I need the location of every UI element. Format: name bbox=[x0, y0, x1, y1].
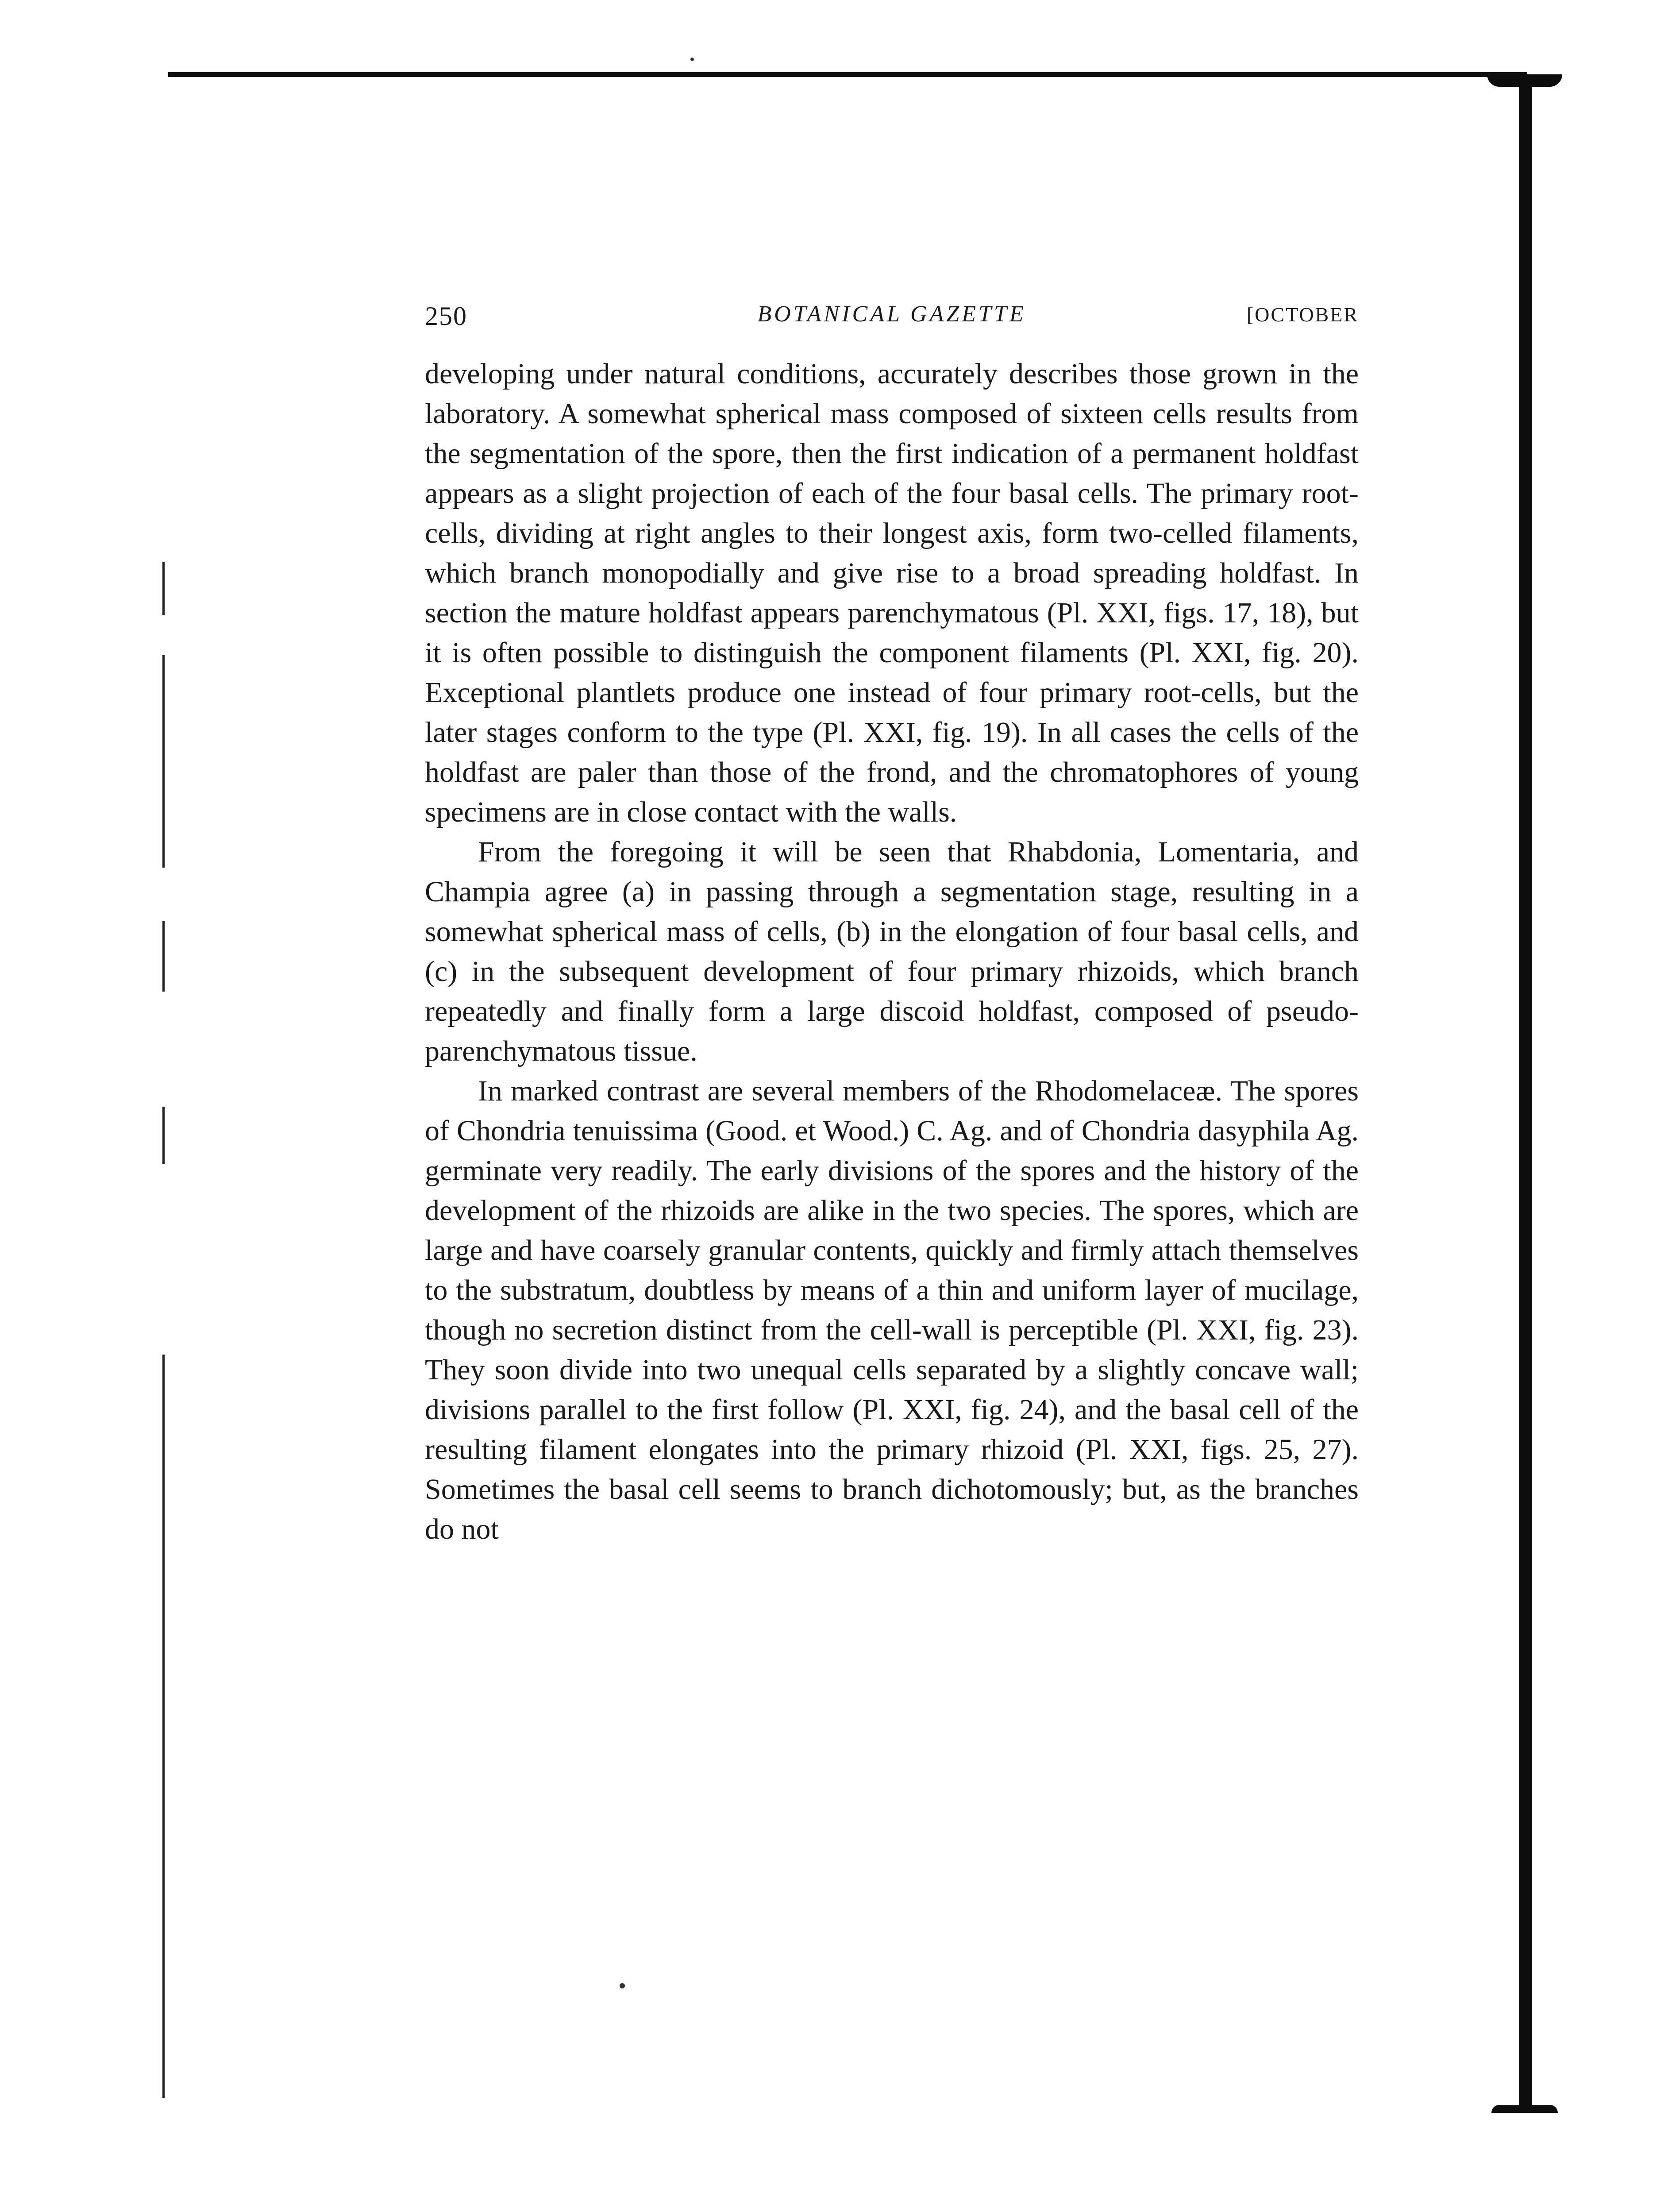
page-number: 250 bbox=[425, 301, 467, 331]
scan-binding-bar bbox=[1519, 82, 1532, 2109]
paragraph: From the foregoing it will be seen that Rhabdonia, Lomentaria, and Champia agree (a) in passing through a segmentation stage, resulting in a somewhat spherical mass of cells, (b) in the elongation of four basal cells, and (c) in the subsequent development of four primary rhizoids, which branch repeatedly and finally form a large discoid holdfast, composed of pseudo-parenchymatous tissue. bbox=[425, 836, 1359, 1067]
scan-speck bbox=[620, 1983, 625, 1988]
scan-margin-mark bbox=[162, 562, 165, 615]
scan-margin-mark bbox=[162, 921, 165, 992]
body-text bbox=[425, 354, 1359, 1549]
running-head bbox=[425, 301, 1359, 341]
paragraph: In marked contrast are several members of the Rhodomelaceæ. The spores of Chondria tenuissima (Good. et Wood.) C. Ag. and of Chondria dasyphila Ag. germinate very readily. The early divisions of the spores and the history of the development of the rhizoids are alike in the two species. The spores, which are large and have coarsely granular contents, quickly and firmly attach themselves to the substratum, doubtless by means of a thin and uniform layer of mucilage, though no secretion distinct from the cell-wall is perceptible (Pl. XXI, fig. 23). They soon divide into two unequal cells separated by a slightly concave wall; divisions parallel to the first follow (Pl. XXI, fig. 24), and the basal cell of the resulting filament elongates into the primary rhizoid (Pl. XXI, figs. 25, 27). Sometimes the basal cell seems to branch dichotomously; but, as the branches do not bbox=[425, 1075, 1359, 1545]
running-head-month: [OCTOBER bbox=[1246, 303, 1359, 326]
paragraph: developing under natural conditions, accurately describes those grown in the laboratory. A somewhat spherical mass composed of sixteen cells results from the segmentation of the spore, then the first indication of a permanent holdfast appears as a slight projection of each of the four basal cells. The primary root-cells, dividing at right angles to their longest axis, form two-celled filaments, which branch monopodially and give rise to a broad spreading holdfast. In section the mature holdfast appears parenchymatous (Pl. XXI, figs. 17, 18), but it is often possible to distinguish the component filaments (Pl. XXI, fig. 20). Exceptional plantlets produce one instead of four primary root-cells, but the later stages conform to the type (Pl. XXI, fig. 19). In all cases the cells of the holdfast are paler than those of the frond, and the chromatophores of young specimens are in close contact with the walls. bbox=[425, 358, 1359, 828]
scan-margin-mark bbox=[162, 1355, 165, 2098]
scan-speck bbox=[690, 58, 694, 61]
journal-title: BOTANICAL GAZETTE bbox=[757, 301, 1026, 327]
scan-margin-mark bbox=[162, 1107, 165, 1164]
scan-binding-cap-bottom bbox=[1491, 2105, 1558, 2113]
scan-margin-mark bbox=[162, 655, 165, 868]
scan-top-rule bbox=[168, 72, 1527, 77]
